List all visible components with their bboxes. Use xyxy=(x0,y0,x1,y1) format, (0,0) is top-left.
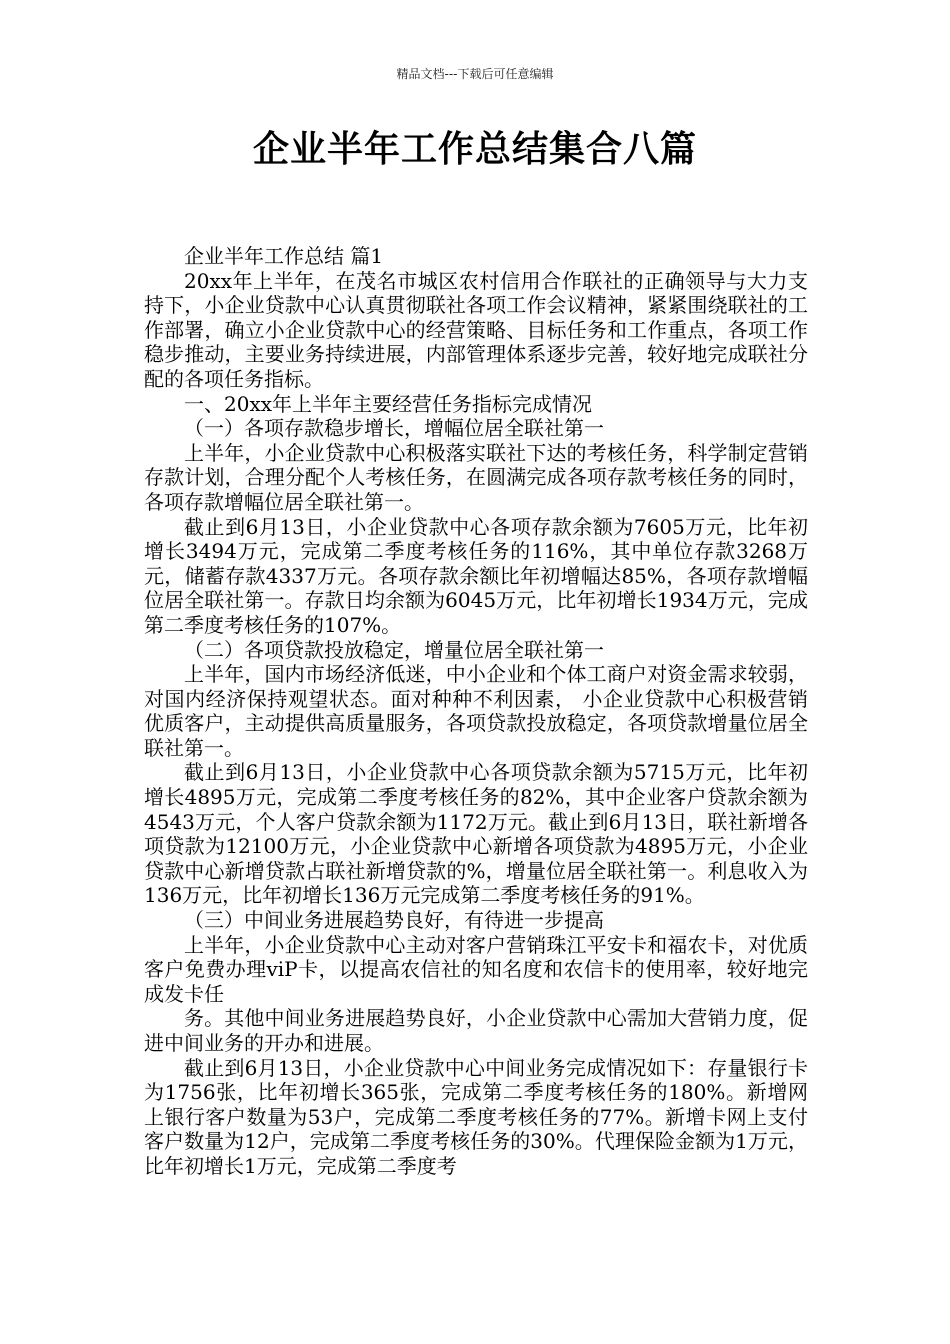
paragraph-subheading: （二）各项贷款投放稳定，增量位居全联社第一 xyxy=(184,637,604,662)
paragraph: 上半年，国内市场经济低迷，中小企业和个体工商户对资金需求较弱，对国内经济保持观望状态。面对种种不利因素， 小企业贷款中心积极营销优质客户，主动提供高质量服务，各项贷款投放稳定，各项贷款增量位居全联社第一。 xyxy=(144,662,808,760)
document-body xyxy=(144,244,808,1179)
paragraph: 截止到6月13日，小企业贷款中心各项存款余额为7605万元，比年初增长3494万元，完成第二季度考核任务的116%，其中单位存款3268万元，储蓄存款4337万元。各项存款余额比年初增幅达85%，各项存款增幅位居全联社第一。存款日均余额为6045万元，比年初增长1934万元，完成第二季度考核任务的107%。 xyxy=(144,514,808,637)
paragraph: 截止到6月13日，小企业贷款中心各项贷款余额为5715万元，比年初增长4895万元，完成第二季度考核任务的82%，其中企业客户贷款余额为4543万元，个人客户贷款余额为1172万元。截止到6月13日，联社新增各项贷款为12100万元，小企业贷款中心新增各项贷款为4895万元，小企业贷款中心新增贷款占联社新增贷款的%，增量位居全联社第一。利息收入为136万元，比年初增长136万元完成第二季度考核任务的91%。 xyxy=(144,760,808,908)
document-title: 企业半年工作总结集合八篇 xyxy=(252,129,697,170)
paragraph-heading: 一、20xx年上半年主要经营任务指标完成情况 xyxy=(184,391,593,416)
paragraph: 上半年，小企业贷款中心积极落实联社下达的考核任务，科学制定营销存款计划，合理分配个人考核任务，在圆满完成各项存款考核任务的同时，各项存款增幅位居全联社第一。 xyxy=(144,440,808,514)
paragraph: 截止到6月13日，小企业贷款中心中间业务完成情况如下：存量银行卡为1756张，比年初增长365张，完成第二季度考核任务的180%。新增网上银行客户数量为53户，完成第二季度考核任务的77%。新增卡网上支付客户数量为12户，完成第二季度考核任务的30%。代理保险金额为1万元，比年初增长1万元，完成第二季度考 xyxy=(144,1055,808,1178)
paragraph-subheading: （一）各项存款稳步增长，增幅位居全联社第一 xyxy=(184,416,604,441)
paragraph-subheading: （三）中间业务进展趋势良好，有待进一步提高 xyxy=(184,908,604,933)
header-note: 精品文档---下载后可任意编辑 xyxy=(396,67,554,81)
paragraph-section-heading: 企业半年工作总结 篇1 xyxy=(184,244,384,268)
paragraph: 20xx年上半年，在茂名市城区农村信用合作联社的正确领导与大力支持下，小企业贷款中心认真贯彻联社各项工作会议精神，紧紧围绕联社的工作部署，确立小企业贷款中心的经营策略、目标任务和工作重点，各项工作稳步推动，主要业务持续进展，内部管理体系逐步完善，较好地完成联社分配的各项任务指标。 xyxy=(144,268,808,391)
paragraph: 上半年，小企业贷款中心主动对客户营销珠江平安卡和福农卡，对优质客户免费办理viP卡，以提高农信社的知名度和农信卡的使用率，较好地完成发卡任 xyxy=(144,932,808,1006)
paragraph: 务。其他中间业务进展趋势良好，小企业贷款中心需加大营销力度，促进中间业务的开办和进展。 xyxy=(144,1006,808,1055)
